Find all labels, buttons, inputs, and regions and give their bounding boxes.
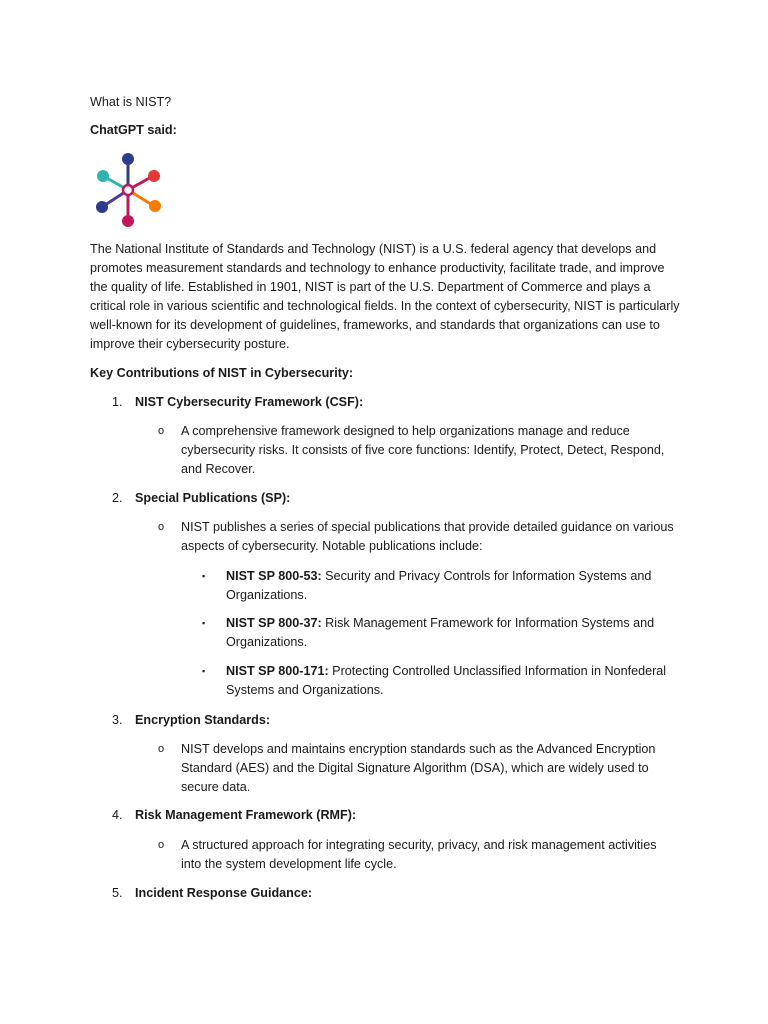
list-number: 3. bbox=[112, 713, 123, 727]
section-heading: Key Contributions of NIST in Cybersecurity: bbox=[90, 366, 354, 380]
list-item-title: Risk Management Framework (RMF): bbox=[135, 808, 357, 822]
list-number: 2. bbox=[112, 491, 123, 505]
publication-label: NIST SP 800-37: bbox=[226, 616, 322, 630]
square-bullet-marker: ▪ bbox=[202, 618, 206, 628]
publication-text: Protecting Controlled Unclassified Information in Nonfederal Systems and Organizations. bbox=[226, 664, 667, 697]
square-bullet-marker: ▪ bbox=[202, 571, 206, 581]
publication-text: Risk Management Framework for Information Systems and Organizations. bbox=[226, 616, 655, 649]
bullet-marker: o bbox=[158, 743, 165, 755]
sub-list-item bbox=[226, 614, 676, 652]
speaker-label: ChatGPT said: bbox=[90, 123, 177, 137]
list-item-title: Special Publications (SP): bbox=[135, 491, 291, 505]
list-item-text: A comprehensive framework designed to help organizations manage and reduce cybersecurity risks. It consists of five core functions: Identify, Protect, Detect, Respond, and Recover. bbox=[181, 424, 665, 476]
list-number: 5. bbox=[112, 886, 123, 900]
list-item-title: Incident Response Guidance: bbox=[135, 886, 313, 900]
publication-label: NIST SP 800-171: bbox=[226, 664, 329, 678]
list-number: 1. bbox=[112, 395, 123, 409]
publication-text: Security and Privacy Controls for Information Systems and Organizations. bbox=[226, 569, 652, 602]
list-item-text: NIST publishes a series of special publications that provide detailed guidance on various aspects of cybersecurity. Notable publications include: bbox=[181, 520, 674, 553]
sub-list-item bbox=[226, 662, 676, 700]
list-item-text: A structured approach for integrating security, privacy, and risk management activities into the system development life cycle. bbox=[181, 838, 657, 871]
bullet-marker: o bbox=[158, 839, 165, 851]
square-bullet-marker: ▪ bbox=[202, 666, 206, 676]
user-question: What is NIST? bbox=[90, 95, 172, 109]
intro-paragraph: The National Institute of Standards and Technology (NIST) is a U.S. federal agency that develops and promotes measurement standards and technology to enhance productivity, facilitate trade, and improve the quality of life. Established in 1901, NIST is part of the U.S. Department of Commerce and plays a critical role in various scientific and technological fields. In the context of cybersecurity, NIST is particularly well-known for its development of guidelines, frameworks, and standards that organizations can use to improve their cybersecurity posture. bbox=[90, 242, 680, 351]
list-item-text: NIST develops and maintains encryption standards such as the Advanced Encryption Standard (AES) and the Digital Signature Algorithm (DSA), which are widely used to secure data. bbox=[181, 742, 656, 794]
sub-list-item bbox=[226, 567, 676, 605]
bullet-marker: o bbox=[158, 521, 165, 533]
chatgpt-hub-network-icon bbox=[90, 148, 170, 230]
bullet-marker: o bbox=[158, 425, 165, 437]
list-item-title: NIST Cybersecurity Framework (CSF): bbox=[135, 395, 364, 409]
list-number: 4. bbox=[112, 808, 123, 822]
publication-label: NIST SP 800-53: bbox=[226, 569, 322, 583]
list-item-title: Encryption Standards: bbox=[135, 713, 271, 727]
